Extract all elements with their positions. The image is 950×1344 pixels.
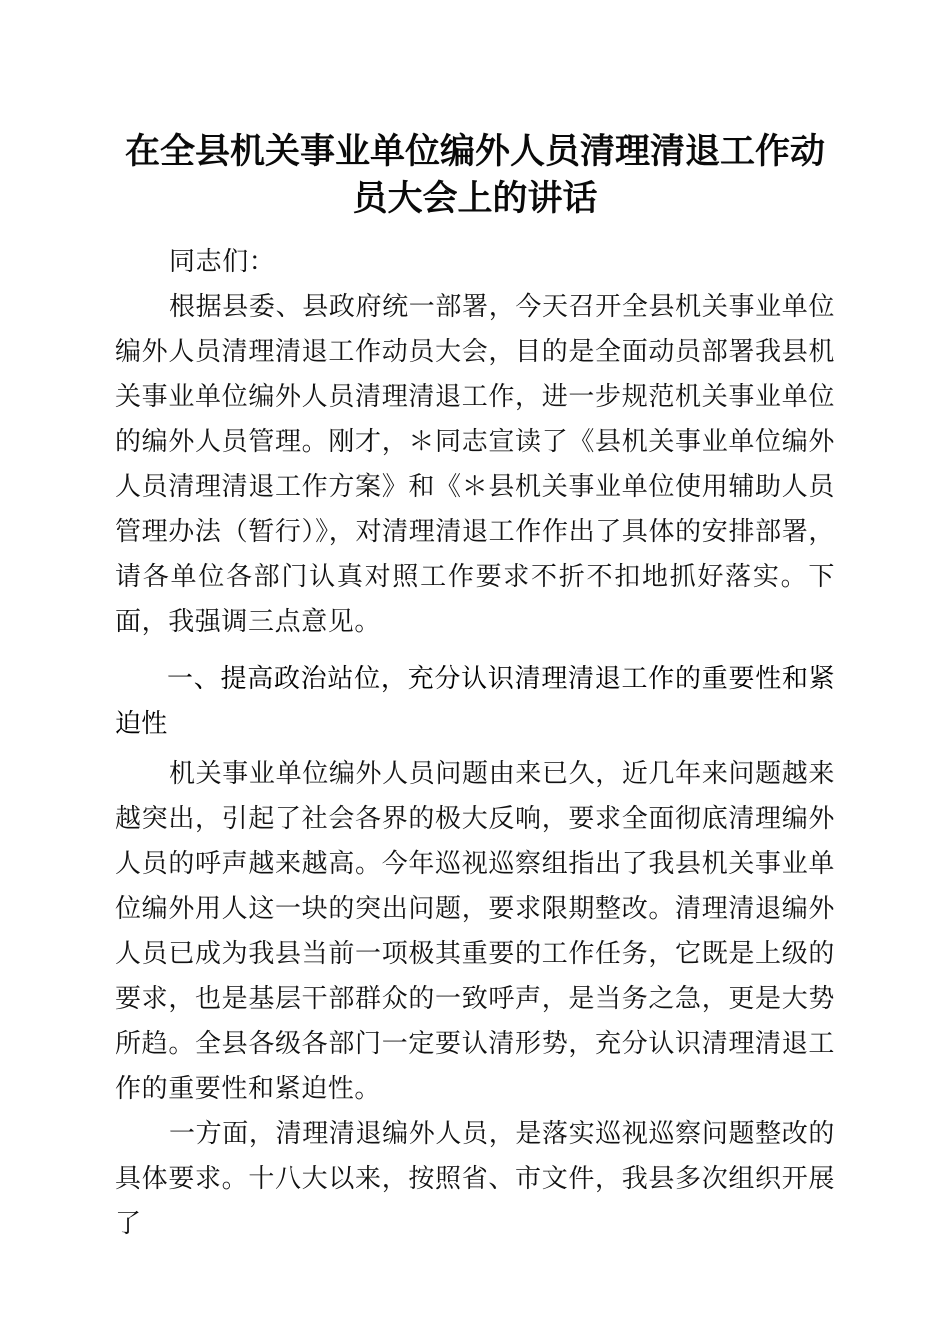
paragraph-intro: 根据县委、县政府统一部署，今天召开全县机关事业单位编外人员清理清退工作动员大会，目的是全面动员部署我县机关事业单位编外人员清理清退工作，进一步规范机关事业单位的编外人员管理。刚才，＊同志宣读了《县机关事业单位编外人员清理清退工作方案》和《＊县机关事业单位使用辅助人员管理办法（暂行）》，对清理清退工作作出了具体的安排部署，请各单位各部门认真对照工作要求不折不扣地抓好落实。下面，我强调三点意见。 (115, 292, 835, 637)
paragraph-section-one-body: 机关事业单位编外人员问题由来已久，近几年来问题越来越突出，引起了社会各界的极大反响，要求全面彻底清理编外人员的呼声越来越高。今年巡视巡察组指出了我县机关事业单位编外用人这一块的突出问题，要求限期整改。清理清退编外人员已成为我县当前一项极其重要的工作任务，它既是上级的要求，也是基层干部群众的一致呼声，是当务之急，更是大势所趋。全县各级各部门一定要认清形势，充分认识清理清退工作的重要性和紧迫性。 (115, 759, 835, 1104)
spacer (115, 645, 835, 647)
section-heading-one: 一、提高政治站位，充分认识清理清退工作的重要性和紧迫性 (115, 663, 835, 738)
document-content (115, 128, 835, 1247)
page-title: 在全县机关事业单位编外人员清理清退工作动员大会上的讲话 (124, 131, 825, 219)
paragraph-aspect-one: 一方面，清理清退编外人员，是落实巡视巡察问题整改的具体要求。十八大以来，按照省、市文件，我县多次组织开展了 (115, 1119, 835, 1239)
salutation: 同志们： (169, 247, 276, 277)
